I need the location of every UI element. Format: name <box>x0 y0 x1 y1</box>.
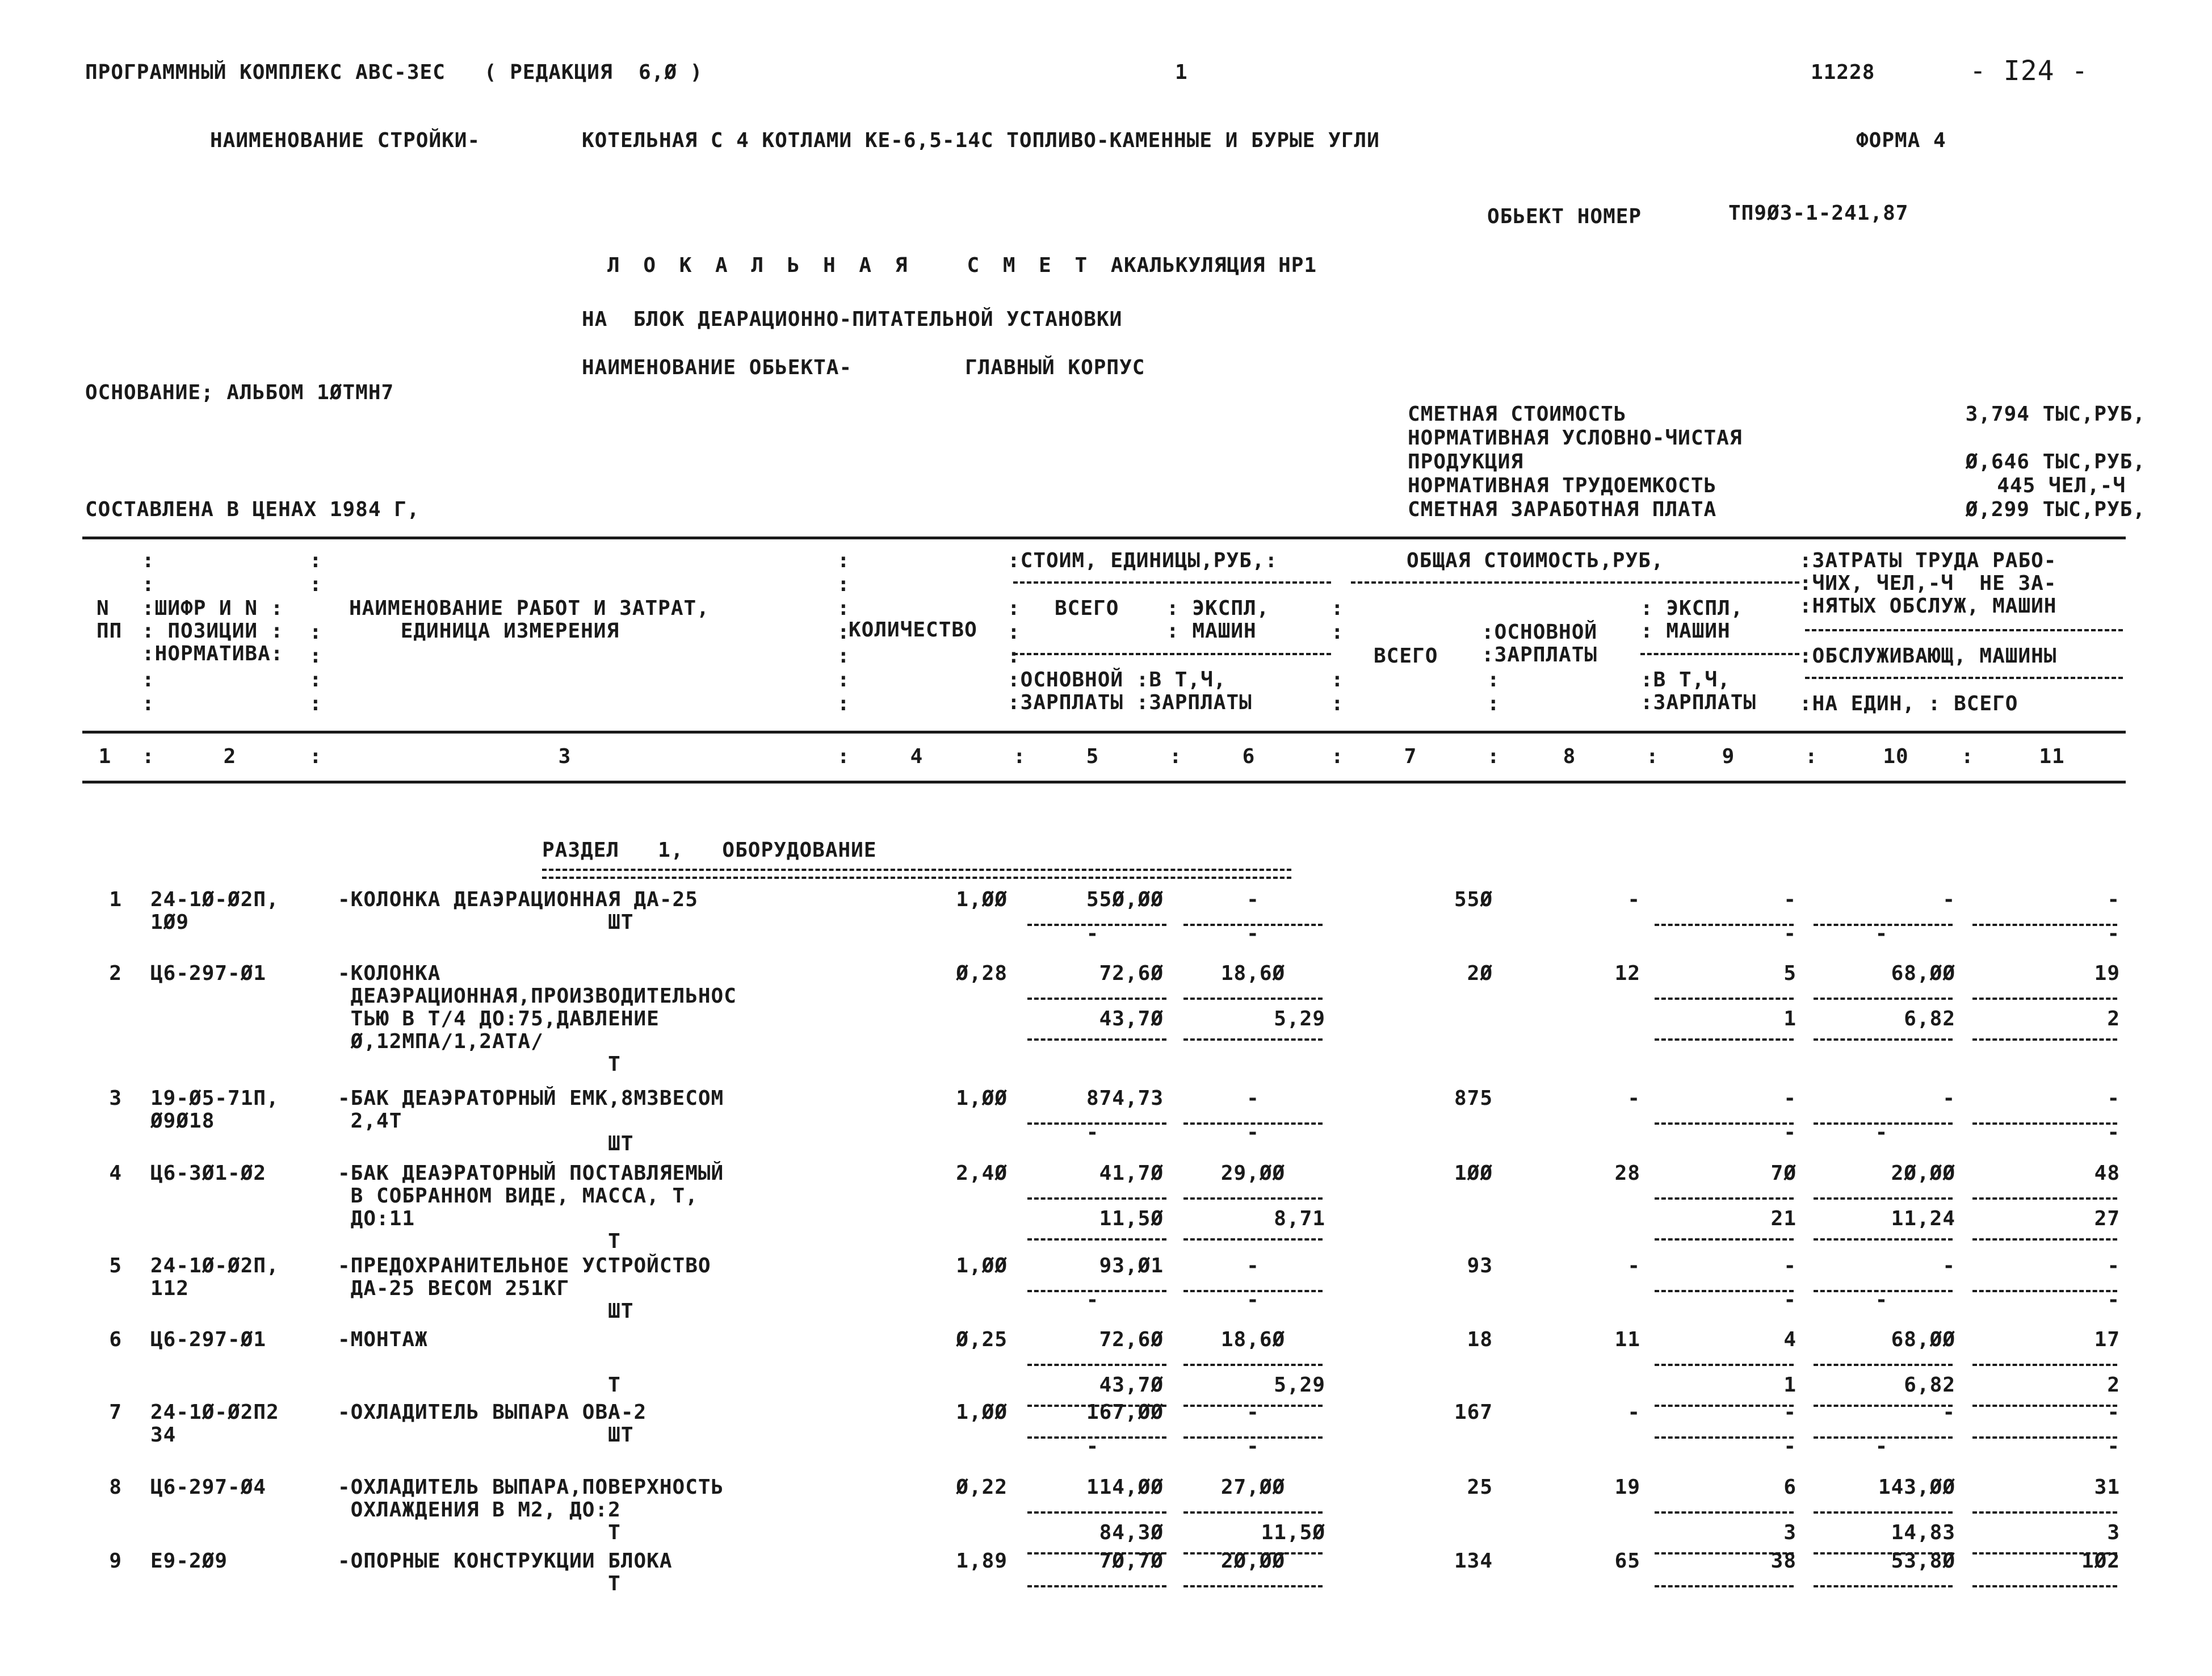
row-unit-total: 874,73 <box>1086 1087 1164 1110</box>
row-name: -КОЛОНКА ДЕАЭРАЦИОННАЯ ДА-25 ШТ <box>338 888 698 934</box>
header-divider <box>1013 653 1331 655</box>
row-quantity: 1,ØØ <box>956 888 1008 911</box>
labor-total-rule <box>1972 1197 2117 1200</box>
object-name-label: НАИМЕНОВАНИЕ ОБЬЕКТА- <box>582 356 853 379</box>
labor-unit-rule <box>1814 998 1953 1000</box>
row-name: -БАК ДЕАЭРАТОРНЫЙ ПОСТАВЛЯЕМЫЙ В СОБРАННОМ ВИДЕ, МАССА, Т, ДО:11 Т <box>338 1162 724 1253</box>
row-unit-wages: - <box>1086 1435 1099 1458</box>
row-unit-machines: - <box>1246 888 1260 911</box>
row-labor-unit: 53,8Ø <box>1891 1549 1955 1573</box>
document-subtitle: НА БЛОК ДЕАРАЦИОННО-ПИТАТЕЛЬНОЙ УСТАНОВКИ <box>582 308 1123 331</box>
header-unit-cost: :СТОИМ, ЕДИНИЦЫ,РУБ,: <box>1008 549 1278 572</box>
unit-total-rule <box>1027 1197 1166 1200</box>
header-separator: : <box>142 549 155 572</box>
row-labor-unit: 68,ØØ <box>1891 962 1955 985</box>
labor-unit-rule <box>1814 1197 1953 1200</box>
row-name: -ОХЛАДИТЕЛЬ ВЫПАРА ОВА-2 ШТ <box>338 1401 647 1447</box>
row-code: 24-1Ø-Ø2П, 1Ø9 <box>150 888 279 934</box>
row-name: -ОПОРНЫЕ КОНСТРУКЦИИ БЛОКА Т <box>338 1549 673 1595</box>
form-number: ФОРМА 4 <box>1856 129 1946 152</box>
row-labor-service-unit: - <box>1875 1121 1888 1144</box>
row-unit-wages: 43,7Ø <box>1099 1373 1164 1397</box>
row-number: 6 <box>109 1328 122 1351</box>
row-unit-machine-wages: 11,5Ø <box>1261 1521 1325 1544</box>
header-total-machine-wages: :В Т,Ч, :ЗАРПЛАТЫ <box>1640 668 1757 714</box>
row-machines: - <box>1783 888 1797 911</box>
header-separator: : <box>1008 621 1021 644</box>
program-header: ПРОГРАММНЫЙ КОМПЛЕКС АВС-3ЕС ( РЕДАКЦИЯ 6,Ø ) <box>85 61 703 84</box>
machines-rule <box>1655 998 1794 1000</box>
row-labor-total: 31 <box>2094 1476 2120 1499</box>
row-machines: 38 <box>1770 1549 1797 1573</box>
summary-label-labor: НОРМАТИВНАЯ ТРУДОЕМКОСТЬ <box>1408 474 1717 497</box>
row-machine-wages: 21 <box>1770 1207 1797 1230</box>
machine-wages-rule <box>1655 1038 1794 1041</box>
row-machines: 7Ø <box>1770 1162 1797 1185</box>
row-total: 875 <box>1454 1087 1493 1110</box>
summary-value-production: Ø,646 ТЫС,РУБ, <box>1965 450 2146 474</box>
row-wages: 12 <box>1614 962 1640 985</box>
header-separator: : <box>837 621 850 644</box>
header-separator: : <box>1331 621 1344 644</box>
row-machine-wages: 1 <box>1783 1007 1797 1030</box>
row-total: 167 <box>1454 1401 1493 1424</box>
header-divider <box>1351 581 1799 584</box>
column-separator: : <box>837 745 850 768</box>
column-separator: : <box>1013 745 1026 768</box>
row-labor-service-total: 2 <box>2107 1373 2120 1397</box>
row-labor-service-unit: 6,82 <box>1904 1007 1955 1030</box>
row-labor-service-unit: - <box>1875 1435 1888 1458</box>
object-number-value: TП9Ø3-1-241,87 <box>1728 202 1909 225</box>
header-col-number: N ПП <box>96 597 123 643</box>
calculation-label: КАЛЬКУЛЯЦИЯ НР1 <box>1124 254 1317 277</box>
unit-machines-rule <box>1183 1511 1323 1514</box>
row-unit-machine-wages: - <box>1246 1435 1260 1458</box>
row-quantity: 1,ØØ <box>956 1401 1008 1424</box>
row-unit-machines: 18,6Ø <box>1220 1328 1286 1351</box>
header-separator: : <box>837 573 850 596</box>
row-unit-total: 114,ØØ <box>1086 1476 1164 1499</box>
row-unit-machines: - <box>1246 1254 1260 1277</box>
summary-label-cost: СМЕТНАЯ СТОИМОСТЬ <box>1408 403 1627 426</box>
row-number: 3 <box>109 1087 122 1110</box>
row-number: 5 <box>109 1254 122 1277</box>
section-underline <box>542 869 1291 879</box>
labor-unit-rule <box>1814 1511 1953 1514</box>
row-labor-service-unit: 6,82 <box>1904 1373 1955 1397</box>
row-unit-machine-wages: - <box>1246 1121 1260 1144</box>
header-separator: : <box>837 644 850 668</box>
header-total-all: ВСЕГО <box>1374 644 1438 668</box>
row-wages: - <box>1627 888 1640 911</box>
labor-service-total-rule <box>1972 1038 2117 1041</box>
row-machine-wages: - <box>1783 1288 1797 1312</box>
row-number: 7 <box>109 1401 122 1424</box>
row-labor-service-unit: - <box>1875 1288 1888 1312</box>
row-quantity: 1,ØØ <box>956 1087 1008 1110</box>
header-separator: : <box>837 692 850 715</box>
column-separator: : <box>1961 745 1974 768</box>
machines-rule <box>1655 1585 1794 1587</box>
row-code: 24-1Ø-Ø2П2 34 <box>150 1401 279 1447</box>
row-total: 18 <box>1467 1328 1493 1351</box>
header-mid-rule <box>82 731 2126 734</box>
row-labor-unit: 2Ø,ØØ <box>1891 1162 1955 1185</box>
header-separator: : <box>1008 644 1021 668</box>
column-number: 4 <box>910 745 924 768</box>
row-unit-total: 93,Ø1 <box>1099 1254 1164 1277</box>
header-divider <box>1805 677 2123 679</box>
row-unit-total: 55Ø,ØØ <box>1086 888 1164 911</box>
column-separator: : <box>1169 745 1182 768</box>
row-unit-wages: - <box>1086 922 1099 945</box>
header-total-cost: ОБЩАЯ СТОИМОСТЬ,РУБ, <box>1407 549 1664 572</box>
header-total-wages: :ОСНОВНОЙ :ЗАРПЛАТЫ <box>1481 621 1598 667</box>
row-total: 1ØØ <box>1454 1162 1493 1185</box>
header-divider <box>1013 581 1331 584</box>
row-number: 1 <box>109 888 122 911</box>
column-number: 9 <box>1722 745 1735 768</box>
row-quantity: Ø,25 <box>956 1328 1008 1351</box>
row-total: 134 <box>1454 1549 1493 1573</box>
row-labor-service-total: - <box>2107 1288 2120 1312</box>
labor-total-rule <box>1972 1364 2117 1366</box>
prices-text: СОСТАВЛЕНА В ЦЕНАХ 1984 Г, <box>85 498 420 521</box>
header-unit-machines: : ЭКСПЛ, : МАШИН <box>1166 597 1270 643</box>
row-labor-total: 1Ø2 <box>2081 1549 2120 1573</box>
unit-machines-rule <box>1183 1585 1323 1587</box>
labor-total-rule <box>1972 1511 2117 1514</box>
row-unit-total: 7Ø,7Ø <box>1099 1549 1164 1573</box>
row-wages: 19 <box>1614 1476 1640 1499</box>
column-number: 8 <box>1563 745 1576 768</box>
row-labor-unit: - <box>1942 888 1955 911</box>
row-total: 55Ø <box>1454 888 1493 911</box>
row-labor-total: 19 <box>2094 962 2120 985</box>
row-labor-total: 48 <box>2094 1162 2120 1185</box>
row-machine-wages: - <box>1783 1121 1797 1144</box>
row-code: Е9-2Ø9 <box>150 1549 228 1573</box>
header-divider <box>1640 653 1799 655</box>
row-labor-service-unit: 11,24 <box>1891 1207 1955 1230</box>
header-col-quantity: КОЛИЧЕСТВО <box>849 618 977 642</box>
header-col-code: :ШИФР И N : : ПОЗИЦИИ : :НОРМАТИВА: <box>142 597 284 665</box>
column-number: 2 <box>223 745 237 768</box>
row-unit-total: 167,ØØ <box>1086 1401 1164 1424</box>
row-number: 4 <box>109 1162 122 1185</box>
row-name: -БАК ДЕАЭРАТОРНЫЙ ЕМК,8М3ВЕСОМ 2,4Т ШТ <box>338 1087 724 1155</box>
row-code: Ц6-297-Ø4 <box>150 1476 267 1499</box>
column-number: 1 <box>98 745 112 768</box>
summary-value-wages: Ø,299 ТЫС,РУБ, <box>1965 498 2146 521</box>
header-total-machines: : ЭКСПЛ, : МАШИН <box>1640 597 1744 643</box>
row-unit-wages: - <box>1086 1121 1099 1144</box>
row-labor-total: - <box>2107 1401 2120 1424</box>
labor-total-rule <box>1972 1585 2117 1587</box>
machines-rule <box>1655 1364 1794 1366</box>
row-quantity: Ø,28 <box>956 962 1008 985</box>
row-labor-unit: 143,ØØ <box>1878 1476 1955 1499</box>
unit-machine-wages-rule <box>1183 1238 1323 1241</box>
machine-wages-rule <box>1655 1238 1794 1241</box>
row-labor-total: - <box>2107 1087 2120 1110</box>
row-labor-unit: 68,ØØ <box>1891 1328 1955 1351</box>
row-unit-machines: 27,ØØ <box>1220 1476 1286 1499</box>
header-separator: : <box>1008 597 1021 620</box>
column-number: 10 <box>1883 745 1909 768</box>
page-number: 1 <box>1175 61 1188 84</box>
row-labor-service-total: - <box>2107 922 2120 945</box>
construction-label: НАИМЕНОВАНИЕ СТРОЙКИ- <box>210 129 481 152</box>
unit-machine-wages-rule <box>1183 1038 1323 1041</box>
row-number: 2 <box>109 962 122 985</box>
row-machine-wages: - <box>1783 1435 1797 1458</box>
row-wages: 65 <box>1614 1549 1640 1573</box>
header-labor-unit: :НА ЕДИН, : ВСЕГО <box>1799 692 2018 715</box>
row-code: Ц6-297-Ø1 <box>150 962 267 985</box>
column-separator: : <box>1331 745 1344 768</box>
row-labor-unit: - <box>1942 1254 1955 1277</box>
labor-service-total-rule <box>1972 1238 2117 1241</box>
row-wages: - <box>1627 1401 1640 1424</box>
row-machines: 4 <box>1783 1328 1797 1351</box>
row-unit-total: 72,6Ø <box>1099 1328 1164 1351</box>
row-name: -МОНТАЖ Т <box>338 1328 621 1397</box>
row-labor-service-total: 3 <box>2107 1521 2120 1544</box>
column-number: 3 <box>558 745 572 768</box>
labor-total-rule <box>1972 998 2117 1000</box>
unit-wages-rule <box>1027 1238 1166 1241</box>
header-separator: : <box>142 692 155 715</box>
row-machines: - <box>1783 1254 1797 1277</box>
header-divider <box>1805 629 2123 631</box>
unit-total-rule <box>1027 1585 1166 1587</box>
row-number: 9 <box>109 1549 122 1573</box>
row-quantity: 1,ØØ <box>956 1254 1008 1277</box>
row-code: Ц6-3Ø1-Ø2 <box>150 1162 267 1185</box>
row-code: 24-1Ø-Ø2П, 112 <box>150 1254 279 1300</box>
header-separator: : <box>309 549 322 572</box>
header-separator: : <box>142 573 155 596</box>
unit-total-rule <box>1027 998 1166 1000</box>
row-machines: 6 <box>1783 1476 1797 1499</box>
object-name-value: ГЛАВНЫЙ КОРПУС <box>965 356 1145 379</box>
labor-unit-rule <box>1814 1364 1953 1366</box>
document-code: 11228 <box>1811 61 1875 84</box>
row-labor-service-total: 27 <box>2094 1207 2120 1230</box>
header-separator: : <box>1331 692 1344 715</box>
row-machines: 5 <box>1783 962 1797 985</box>
object-number-label: ОБЬЕКT НОМЕР <box>1487 205 1642 228</box>
unit-machines-rule <box>1183 1364 1323 1366</box>
row-unit-total: 41,7Ø <box>1099 1162 1164 1185</box>
column-separator: : <box>1805 745 1818 768</box>
column-separator: : <box>1646 745 1659 768</box>
header-separator: : <box>1331 597 1344 620</box>
row-unit-machine-wages: 5,29 <box>1274 1373 1325 1397</box>
row-labor-service-total: - <box>2107 1435 2120 1458</box>
row-machines: - <box>1783 1401 1797 1424</box>
row-unit-machine-wages: - <box>1246 922 1260 945</box>
column-number: 6 <box>1242 745 1256 768</box>
row-wages: - <box>1627 1087 1640 1110</box>
unit-total-rule <box>1027 1511 1166 1514</box>
header-col-name: НАИМЕНОВАНИЕ РАБОТ И ЗАТРАТ, ЕДИНИЦА ИЗМЕРЕНИЯ <box>349 597 710 643</box>
row-labor-total: 17 <box>2094 1328 2120 1351</box>
row-labor-service-total: - <box>2107 1121 2120 1144</box>
row-unit-machines: - <box>1246 1087 1260 1110</box>
row-labor-unit: - <box>1942 1401 1955 1424</box>
row-labor-service-unit: - <box>1875 922 1888 945</box>
row-unit-machine-wages: - <box>1246 1288 1260 1312</box>
row-unit-machines: - <box>1246 1401 1260 1424</box>
summary-value-labor: 445 ЧЕЛ,-Ч <box>1997 474 2126 497</box>
labor-service-unit-rule <box>1814 1238 1953 1241</box>
document-title: Л О К А Л Ь Н А Я С М Е Т А <box>607 254 1129 277</box>
header-separator: : <box>309 692 322 715</box>
column-number: 7 <box>1404 745 1417 768</box>
header-bottom-rule <box>82 781 2126 783</box>
row-name: -ОХЛАДИТЕЛЬ ВЫПАРА,ПОВЕРХНОСТЬ ОХЛАЖДЕНИЯ В М2, ДО:2 Т <box>338 1476 724 1544</box>
labor-service-unit-rule <box>1814 1038 1953 1041</box>
header-separator: : <box>1487 668 1500 692</box>
row-unit-machines: 2Ø,ØØ <box>1220 1549 1286 1573</box>
row-unit-wages: - <box>1086 1288 1099 1312</box>
row-name: -КОЛОНКА ДЕАЭРАЦИОННАЯ,ПРОИЗВОДИТЕЛЬНОС ТЬЮ В Т/4 ДО:75,ДАВЛЕНИЕ Ø,12МПА/1,2АТА/ Т <box>338 962 737 1076</box>
row-wages: - <box>1627 1254 1640 1277</box>
header-separator: : <box>142 668 155 692</box>
header-unit-total: ВСЕГО <box>1055 597 1119 620</box>
row-unit-machine-wages: 8,71 <box>1274 1207 1325 1230</box>
summary-value-cost: 3,794 ТЫС,РУБ, <box>1965 403 2146 426</box>
unit-machines-rule <box>1183 998 1323 1000</box>
row-labor-total: - <box>2107 1254 2120 1277</box>
row-wages: 28 <box>1614 1162 1640 1185</box>
row-unit-wages: 11,5Ø <box>1099 1207 1164 1230</box>
row-total: 25 <box>1467 1476 1493 1499</box>
row-unit-wages: 43,7Ø <box>1099 1007 1164 1030</box>
row-total: 93 <box>1467 1254 1493 1277</box>
row-labor-service-unit: 14,83 <box>1891 1521 1955 1544</box>
row-machine-wages: 3 <box>1783 1521 1797 1544</box>
unit-total-rule <box>1027 1364 1166 1366</box>
header-separator: : <box>309 573 322 596</box>
row-unit-machine-wages: 5,29 <box>1274 1007 1325 1030</box>
summary-label-wages: СМЕТНАЯ ЗАРАБОТНАЯ ПЛАТА <box>1408 498 1717 521</box>
basis-text: ОСНОВАНИЕ; АЛЬБОМ 1ØТМН7 <box>85 381 394 404</box>
row-quantity: 2,4Ø <box>956 1162 1008 1185</box>
column-separator: : <box>142 745 155 768</box>
row-total: 2Ø <box>1467 962 1493 985</box>
header-separator: : <box>1331 668 1344 692</box>
header-separator: : <box>837 597 850 620</box>
row-quantity: 1,89 <box>956 1549 1008 1573</box>
row-labor-unit: - <box>1942 1087 1955 1110</box>
row-code: 19-Ø5-71П, Ø9Ø18 <box>150 1087 279 1133</box>
section-title: РАЗДЕЛ 1, ОБОРУДОВАНИЕ <box>542 839 877 862</box>
header-separator: : <box>309 621 322 644</box>
header-top-rule <box>82 537 2126 539</box>
unit-wages-rule <box>1027 1038 1166 1041</box>
header-separator: : <box>837 668 850 692</box>
header-separator: : <box>309 644 322 668</box>
row-machine-wages: 1 <box>1783 1373 1797 1397</box>
column-separator: : <box>1487 745 1500 768</box>
row-code: Ц6-297-Ø1 <box>150 1328 267 1351</box>
column-number: 5 <box>1086 745 1099 768</box>
header-labor-service: :ОБСЛУЖИВАЮЩ, МАШИНЫ <box>1799 644 2057 668</box>
column-number: 11 <box>2039 745 2065 768</box>
machines-rule <box>1655 1197 1794 1200</box>
row-unit-total: 72,6Ø <box>1099 962 1164 985</box>
row-unit-machines: 18,6Ø <box>1220 962 1286 985</box>
row-quantity: Ø,22 <box>956 1476 1008 1499</box>
labor-unit-rule <box>1814 1585 1953 1587</box>
sheet-number: - I24 - <box>1970 55 2089 87</box>
header-unit-wages: :ОСНОВНОЙ :В Т,Ч, :ЗАРПЛАТЫ :ЗАРПЛАТЫ <box>1008 668 1252 714</box>
column-separator: : <box>309 745 322 768</box>
row-unit-machines: 29,ØØ <box>1220 1162 1286 1185</box>
row-machine-wages: - <box>1783 922 1797 945</box>
unit-machines-rule <box>1183 1197 1323 1200</box>
construction-value: КОТЕЛЬНАЯ С 4 КОТЛАМИ КЕ-6,5-14С ТОПЛИВО-КАМЕННЫЕ И БУРЫЕ УГЛИ <box>582 129 1380 152</box>
header-separator: : <box>1487 692 1500 715</box>
row-name: -ПРЕДОХРАНИТЕЛЬНОЕ УСТРОЙСТВО ДА-25 ВЕСОМ 251КГ ШТ <box>338 1254 711 1323</box>
header-labor: :ЗАТРАТЫ ТРУДА РАБО- :ЧИХ, ЧЕЛ,-Ч НЕ ЗА- :НЯТЫХ ОБСЛУЖ, МАШИН <box>1799 549 2057 618</box>
row-labor-service-total: 2 <box>2107 1007 2120 1030</box>
machines-rule <box>1655 1511 1794 1514</box>
header-separator: : <box>837 549 850 572</box>
row-wages: 11 <box>1614 1328 1640 1351</box>
summary-label-production: НОРМАТИВНАЯ УСЛОВНО-ЧИСТАЯ <box>1408 426 1743 450</box>
summary-label-production-2: ПРОДУКЦИЯ <box>1408 450 1524 474</box>
row-labor-total: - <box>2107 888 2120 911</box>
row-machines: - <box>1783 1087 1797 1110</box>
row-number: 8 <box>109 1476 122 1499</box>
header-separator: : <box>309 668 322 692</box>
row-unit-wages: 84,3Ø <box>1099 1521 1164 1544</box>
